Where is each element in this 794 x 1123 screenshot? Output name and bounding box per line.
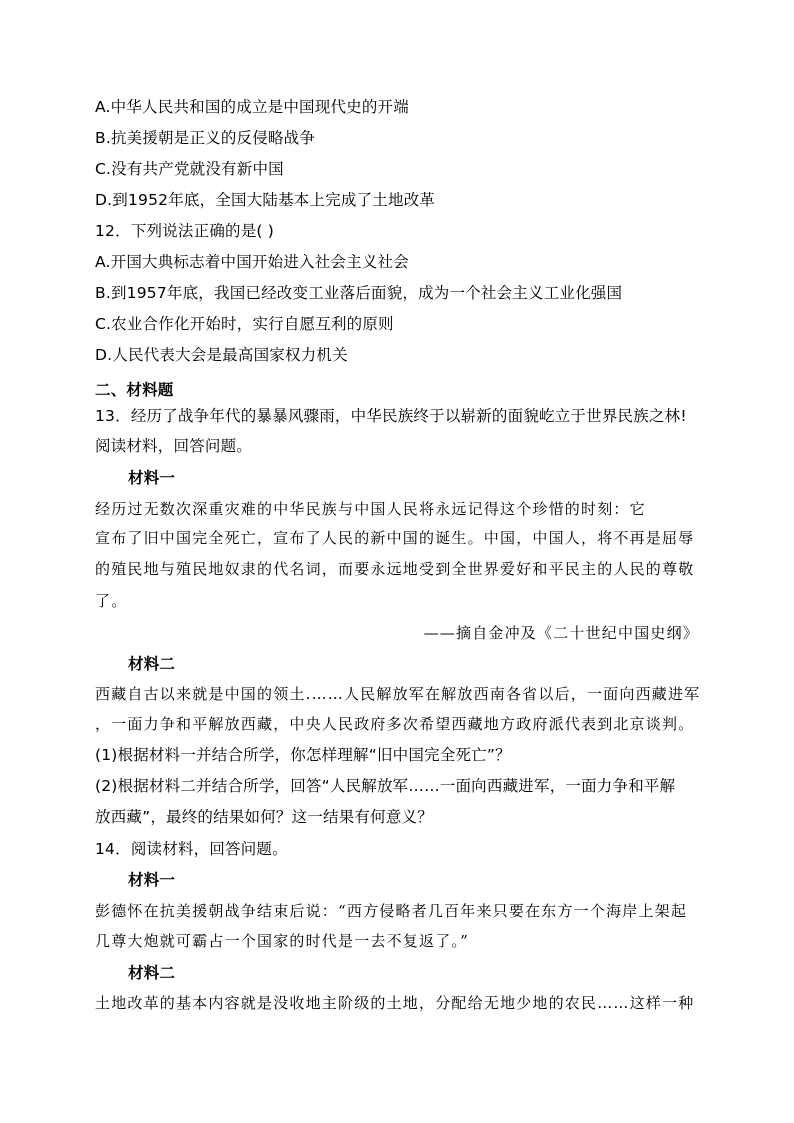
q13-material2-line: 西藏自古以来就是中国的领土.……人民解放军在解放西南各省以后，一面向西藏进军 (95, 685, 701, 703)
q13-sub-question-1: (1)根据材料一并结合所学，你怎样理解“旧中国完全死亡”？ (95, 746, 511, 764)
q14-material1-line: 彭德怀在抗美援朝战争结束后说：“西方侵略者几百年来只要在东方一个海岸上架起 (95, 902, 688, 920)
q13-stem-line2: 阅读材料，回答问题。 (95, 437, 253, 455)
section-title: 二、材料题 (95, 381, 174, 399)
q13-sub-question-2-cont: 放西藏”，最终的结果如何？这一结果有何意义？ (95, 808, 433, 826)
q14-material1-label: 材料一 (128, 870, 176, 889)
q11-option-a: A.中华人民共和国的成立是中国现代史的开端 (95, 98, 409, 116)
q13-material1-label: 材料一 (128, 468, 176, 487)
q11-option-c: C.没有共产党就没有新中国 (95, 160, 284, 178)
q11-option-b: B.抗美援朝是正义的反侵略战争 (95, 129, 316, 147)
q14-material1-line: 几尊大炮就可霸占一个国家的时代是一去不复返了。” (95, 932, 469, 950)
q14-stem: 14．阅读材料，回答问题。 (95, 840, 288, 858)
q13-material1-line: 经历过无数次深重灾难的中华民族与中国人民将永远记得这个珍惜的时刻：它 (95, 500, 646, 518)
q12-option-a: A.开国大典标志着中国开始进入社会主义社会 (95, 253, 409, 271)
q13-stem-line1: 13．经历了战争年代的暴暴风骤雨，中华民族终于以崭新的面貌屹立于世界民族之林! (95, 407, 687, 425)
q11-option-d: D.到1952年底，全国大陆基本上完成了土地改革 (95, 191, 436, 209)
q13-material1-source: ——摘自金冲及《二十世纪中国史纲》 (423, 624, 699, 642)
q13-material1-line: 了。 (95, 592, 128, 610)
q12-option-d: D.人民代表大会是最高国家权力机关 (95, 346, 348, 364)
q13-material2-line: ，一面力争和平解放西藏，中央人民政府多次希望西藏地方政府派代表到北京谈判。 (95, 715, 695, 733)
q12-option-b: B.到1957年底，我国已经改变工业落后面貌，成为一个社会主义工业化强国 (95, 284, 623, 302)
q14-material2-line: 土地改革的基本内容就是没收地主阶级的土地，分配给无地少地的农民……这样一种 (95, 994, 695, 1012)
q12-option-c: C.农业合作化开始时，实行自愿互利的原则 (95, 315, 394, 333)
q13-material1-line: 的殖民地与殖民地奴隶的代名词，而要永远地受到全世界爱好和平民主的人民的尊敬 (95, 560, 695, 578)
q13-material1-line: 宣布了旧中国完全死亡，宣布了人民的新中国的诞生。中国，中国人，将不再是屈辱 (95, 529, 695, 547)
q13-sub-question-2: (2)根据材料二并结合所学，回答“人民解放军……一面向西藏进军，一面力争和平解 (95, 777, 676, 795)
q14-material2-label: 材料二 (128, 963, 176, 982)
q12-stem: 12．下列说法正确的是( ) (95, 222, 275, 240)
q13-material2-label: 材料二 (128, 654, 176, 673)
